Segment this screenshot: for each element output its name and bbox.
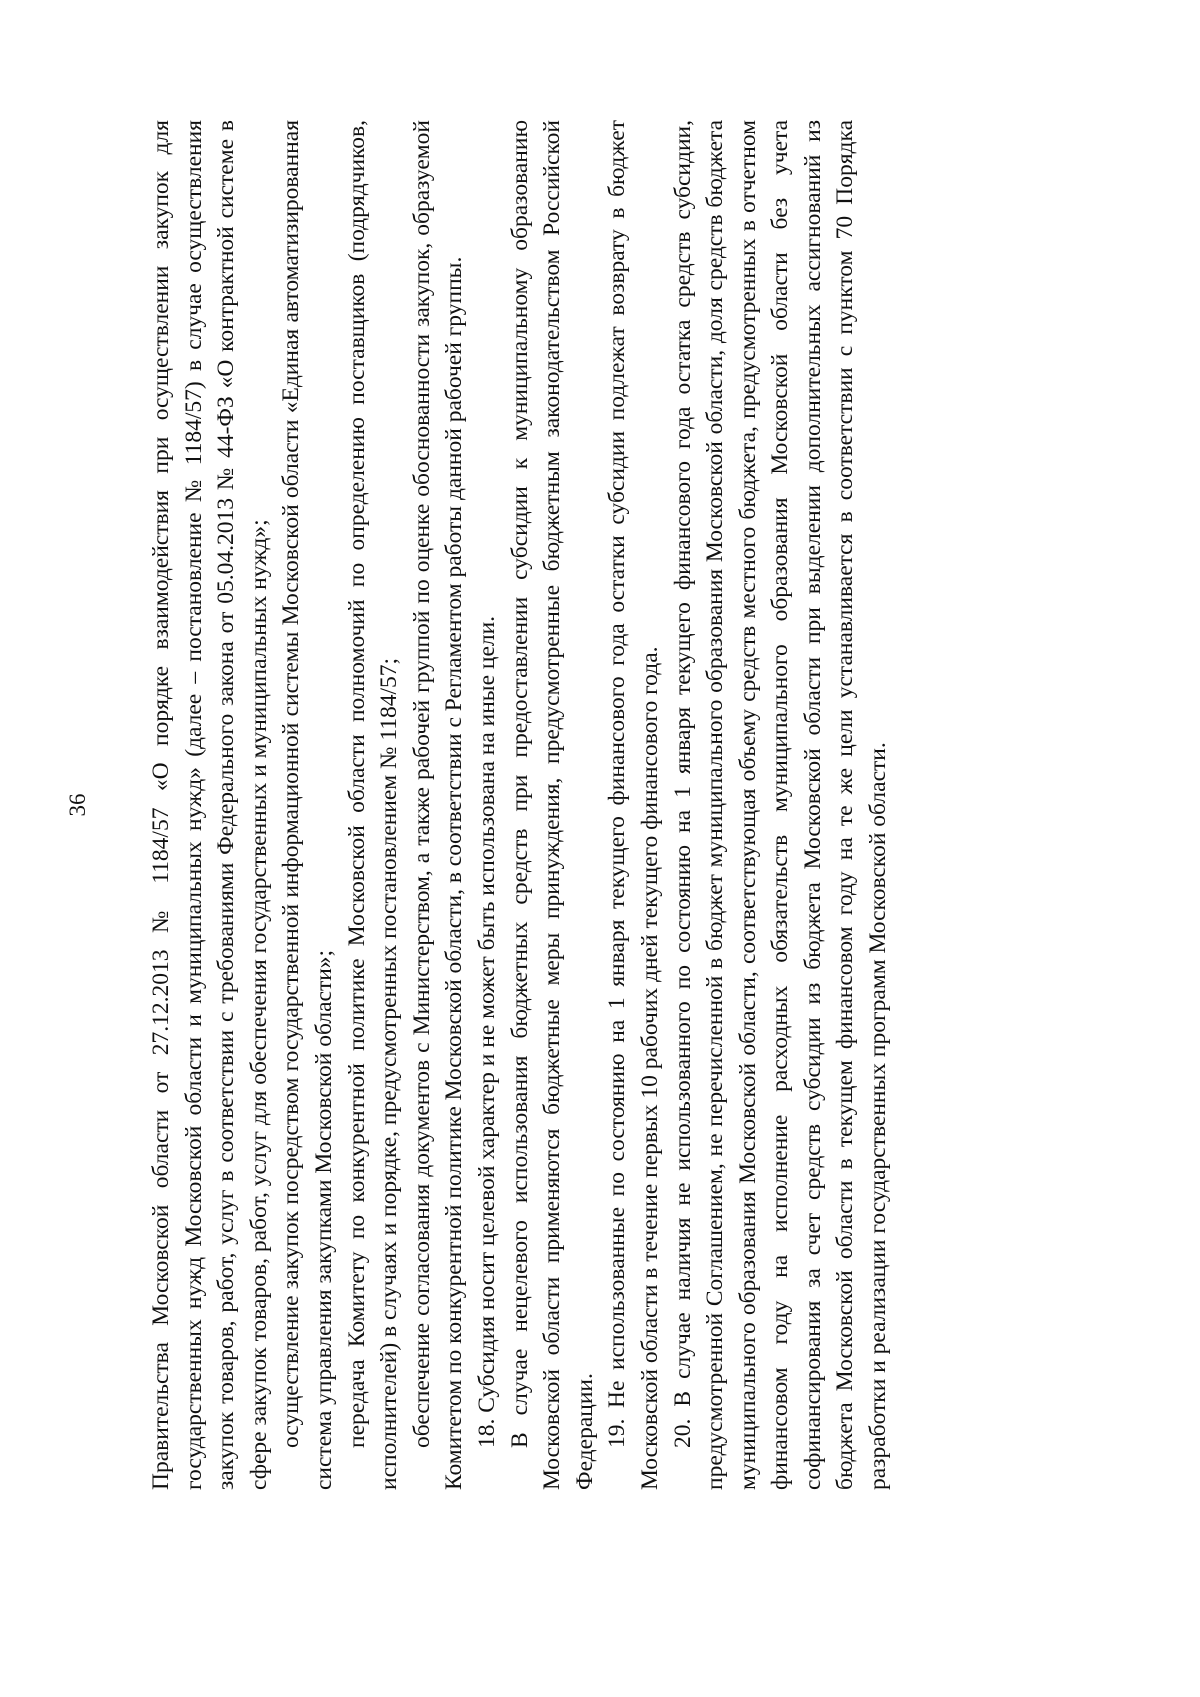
paragraph-item-20: 20. В случае наличия не использованного по состоянию на 1 января текущего финансового года остатка средств субсидии, предусмотренной Соглашением, не перечисленной в бюджет муниципального образования Московской области, доля средств бюджета муниципального образования Московской области, соответствующая объему средств местного бюджета, предусмотренных в отчетном финансовом году на исполнение расходных обязательств муниципального образования Московской области без учета софинансирования за счет средств субсидии из бюджета Московской области при выделении дополнительных ассигнований из бюджета Московской области в текущем финансовом году на те же цели устанавливается в соответствии с пунктом 70 Порядка разработки и реализации государственных программ Московской области.	[669, 120, 892, 1490]
paragraph: передача Комитету по конкурентной политике Московской области полномочий по определению поставщиков (подрядчиков, исполнителей) в случаях и порядке, предусмотренных постановлением № 1184/57;	[343, 120, 403, 1490]
document-body	[145, 120, 895, 1490]
page-number: 36	[65, 793, 90, 817]
paragraph-continuation: Правительства Московской области от 27.12.2013 № 1184/57 «О порядке взаимодействия при осуществлении закупок для государственных нужд Московской области и муниципальных нужд» (далее – постановление № 1184/57) в случае осуществления закупок товаров, работ, услуг в соответствии с требованиями Федерального закона от 05.04.2013 № 44-ФЗ «О контрактной системе в сфере закупок товаров, работ, услуг для обеспечения государственных и муниципальных нужд»;	[148, 120, 272, 1490]
paragraph-item-18: 18. Субсидия носит целевой характер и не может быть использована на иные цели.	[473, 615, 500, 1448]
paragraph: осуществление закупок посредством государственной информационной системы Московской области «Единая автоматизированная система управления закупками Московской области»;	[278, 120, 337, 1490]
paragraph-item-19: 19. Не использованные по состоянию на 1 января текущего финансового года остатки субсидии подлежат возврату в бюджет Московской области в течение первых 10 рабочих дней текущего финансового года.	[604, 120, 663, 1490]
paragraph: В случае нецелевого использования бюджетных средств при предоставлении субсидии к муниципальному образованию Московской области применяются бюджетные меры принуждения, предусмотренные бюджетным законодательством Российской Федерации.	[506, 120, 598, 1490]
paragraph: обеспечение согласования документов с Министерством, а также рабочей группой по оценке обоснованности закупок, образуемой Комитетом по конкурентной политике Московской области, в соответствии с Регламентом работы данной рабочей группы.	[408, 120, 468, 1490]
document-page	[65, 120, 895, 1490]
